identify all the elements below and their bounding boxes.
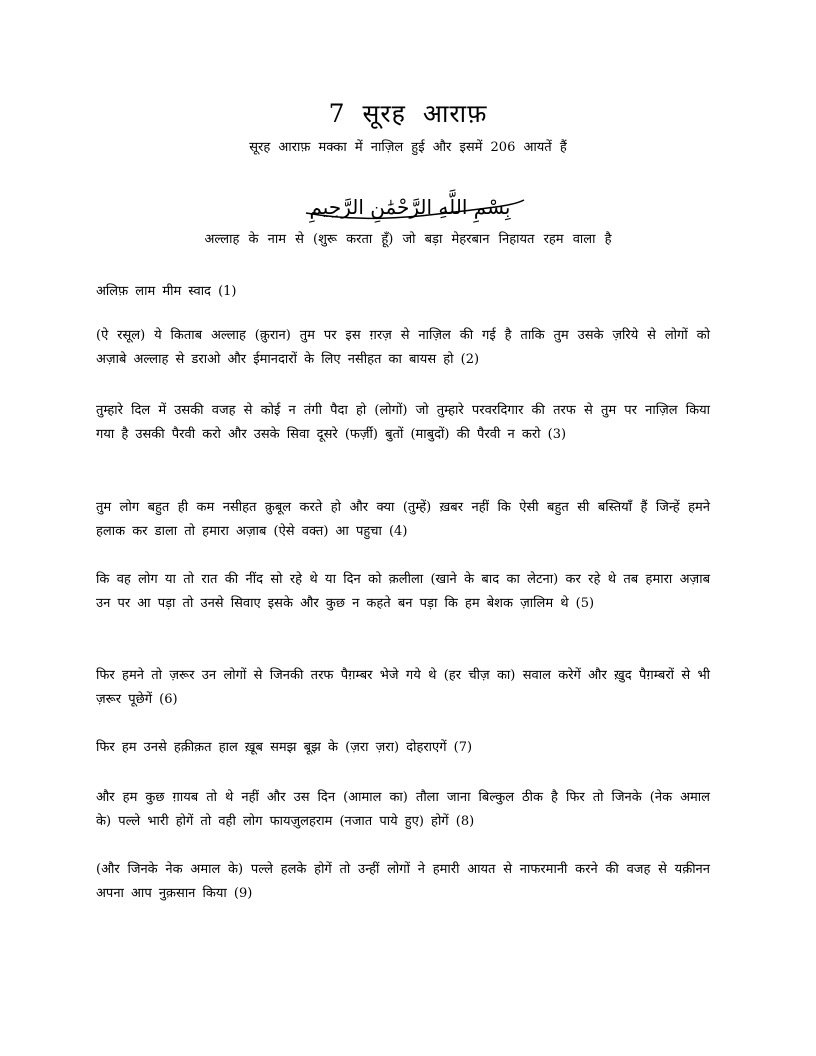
verse-4: तुम लोग बहुत ही कम नसीहत क़ुबूल करते हो और क्या (तुम्हें) ख़बर नहीं कि ऐसी बहुत सी बस्तियाँ हैं जिन्हें हमने हलाक कर डाला तो हमारा अज़ाब (ऐसे वक्त) आ पहुचा (4) bbox=[96, 500, 710, 539]
verse-8: और हम कुछ ग़ायब तो थे नहीं और उस दिन (आमाल का) तौला जाना बिल्कुल ठीक है फिर तो जिनके (नेक अमाल के) पल्ले भारी होगें तो वही लोग फायज़ुलहराम (नजात पाये हुए) होगें (8) bbox=[96, 790, 710, 829]
bismillah-calligraphy-text: بِسْمِ اللَّهِ الرَّحْمَٰنِ الرَّحِيمِ bbox=[309, 195, 511, 219]
verse-2: (ऐ रसूल) ये किताब अल्लाह (क़ुरान) तुम पर इस ग़रज़ से नाज़िल की गई है ताकि तुम उसके ज़रिये से लोगों को अज़ाबे अल्लाह से डराओ और ईमानदारों के लिए नसीहत का बायस हो (2) bbox=[96, 328, 710, 367]
verse-9: (और जिनके नेक अमाल के) पल्ले हलके होगें तो उन्हीं लोगों ने हमारी आयत से नाफरमानी करने की वजह से यक़ीनन अपना आप नुक़सान किया (9) bbox=[96, 862, 710, 901]
page-title: 7 सूरह आराफ़ bbox=[328, 99, 488, 128]
verse-1: अलिफ़ लाम मीम स्वाद (1) bbox=[96, 284, 237, 299]
verse-6: फिर हमने तो ज़रूर उन लोगों से जिनकी तरफ पैग़म्बर भेजे गये थे (हर चीज़ का) सवाल करेगें और ख़ुद पैग़म्बरों से भी ज़रूर पूछेगें (6) bbox=[96, 668, 710, 707]
verse-3: तुम्हारे दिल में उसकी वजह से कोई न तंगी पैदा हो (लोगों) जो तुम्हारे परवरदिगार की तरफ से तुम पर नाज़िल किया गया है उसकी पैरवी करो और उसके सिवा दूसरे (फर्ज़ी) बुतों (माबुदों) की पैरवी न करो (3) bbox=[96, 403, 710, 442]
verse-5: कि वह लोग या तो रात की नींद सो रहे थे या दिन को क़लीला (खाने के बाद का लेटना) कर रहे थे तब हमारा अज़ाब उन पर आ पड़ा तो उनसे सिवाए इसके और कुछ न कहते बन पड़ा कि हम बेशक ज़ालिम थे (5) bbox=[96, 572, 710, 611]
bismillah-translation: अल्लाह के नाम से (शुरू करता हूँ) जो बड़ा मेहरबान निहायत रहम वाला है bbox=[204, 232, 612, 247]
page-subtitle: सूरह आराफ़ मक्का में नाज़िल हुई और इसमें 206 आयतें हैं bbox=[249, 140, 567, 155]
bismillah-calligraphy bbox=[288, 184, 532, 226]
verse-7: फिर हम उनसे हक़ीक़त हाल ख़ूब समझ बूझ के (ज़रा ज़रा) दोहराएगें (7) bbox=[96, 740, 473, 755]
